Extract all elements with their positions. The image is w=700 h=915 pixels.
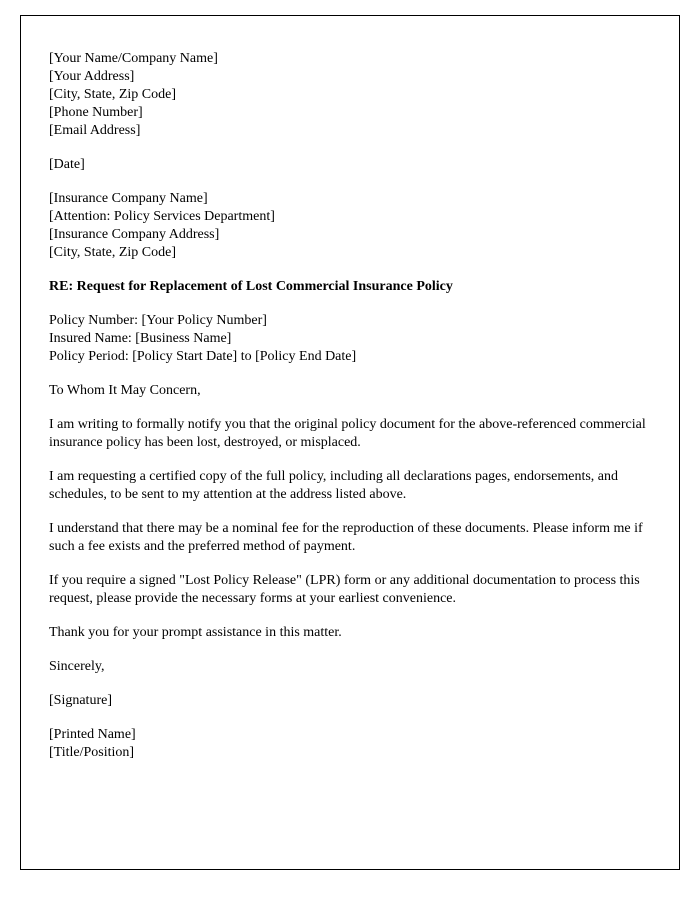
- body-paragraph: [49, 624, 649, 642]
- signature-block: [49, 692, 649, 710]
- recipient-line: [City, State, Zip Code]: [49, 245, 177, 260]
- sender-block: [49, 50, 649, 140]
- body-paragraph: [49, 520, 649, 556]
- sender-line: [Phone Number]: [49, 105, 143, 120]
- recipient-line: [Attention: Policy Services Department]: [49, 209, 275, 224]
- printed-name: [Printed Name]: [49, 727, 136, 742]
- insured-name-line: Insured Name: [Business Name]: [49, 331, 232, 346]
- title-position: [Title/Position]: [49, 745, 135, 760]
- body-paragraph-text: I am writing to formally notify you that the original policy document for the above-referenced commercial insurance policy has been lost, destroyed, or misplaced.: [49, 417, 646, 450]
- recipient-block: [49, 190, 649, 262]
- closing: Sincerely,: [49, 659, 105, 674]
- subject-line: RE: Request for Replacement of Lost Commercial Insurance Policy: [49, 279, 453, 294]
- policy-number-line: Policy Number: [Your Policy Number]: [49, 313, 267, 328]
- signature-placeholder: [Signature]: [49, 693, 112, 708]
- recipient-line: [Insurance Company Name]: [49, 191, 208, 206]
- body-paragraph-text: I am requesting a certified copy of the full policy, including all declarations pages, endorsements, and schedules, to be sent to my attention at the address listed above.: [49, 469, 619, 502]
- body-paragraph-text: Thank you for your prompt assistance in this matter.: [49, 625, 342, 640]
- letter-frame: [20, 15, 680, 870]
- date-block: [49, 156, 649, 174]
- body-paragraph-text: I understand that there may be a nominal fee for the reproduction of these documents. Please inform me if such a fee exists and the preferred method of payment.: [49, 521, 643, 554]
- salutation: To Whom It May Concern,: [49, 383, 201, 398]
- policy-details-block: [49, 312, 649, 366]
- date-line: [Date]: [49, 157, 85, 172]
- subject-block: [49, 278, 649, 296]
- body-paragraph: [49, 416, 649, 452]
- body-paragraph: [49, 572, 649, 608]
- body-paragraph: [49, 468, 649, 504]
- signoff-block: [49, 726, 649, 762]
- salutation-block: [49, 382, 649, 400]
- recipient-line: [Insurance Company Address]: [49, 227, 220, 242]
- closing-block: [49, 658, 649, 676]
- sender-line: [Email Address]: [49, 123, 141, 138]
- sender-line: [Your Address]: [49, 69, 135, 84]
- body-paragraph-text: If you require a signed "Lost Policy Release" (LPR) form or any additional documentation to process this request, please provide the necessary forms at your earliest convenience.: [49, 573, 640, 606]
- sender-line: [City, State, Zip Code]: [49, 87, 177, 102]
- policy-period-line: Policy Period: [Policy Start Date] to [Policy End Date]: [49, 349, 357, 364]
- sender-line: [Your Name/Company Name]: [49, 51, 218, 66]
